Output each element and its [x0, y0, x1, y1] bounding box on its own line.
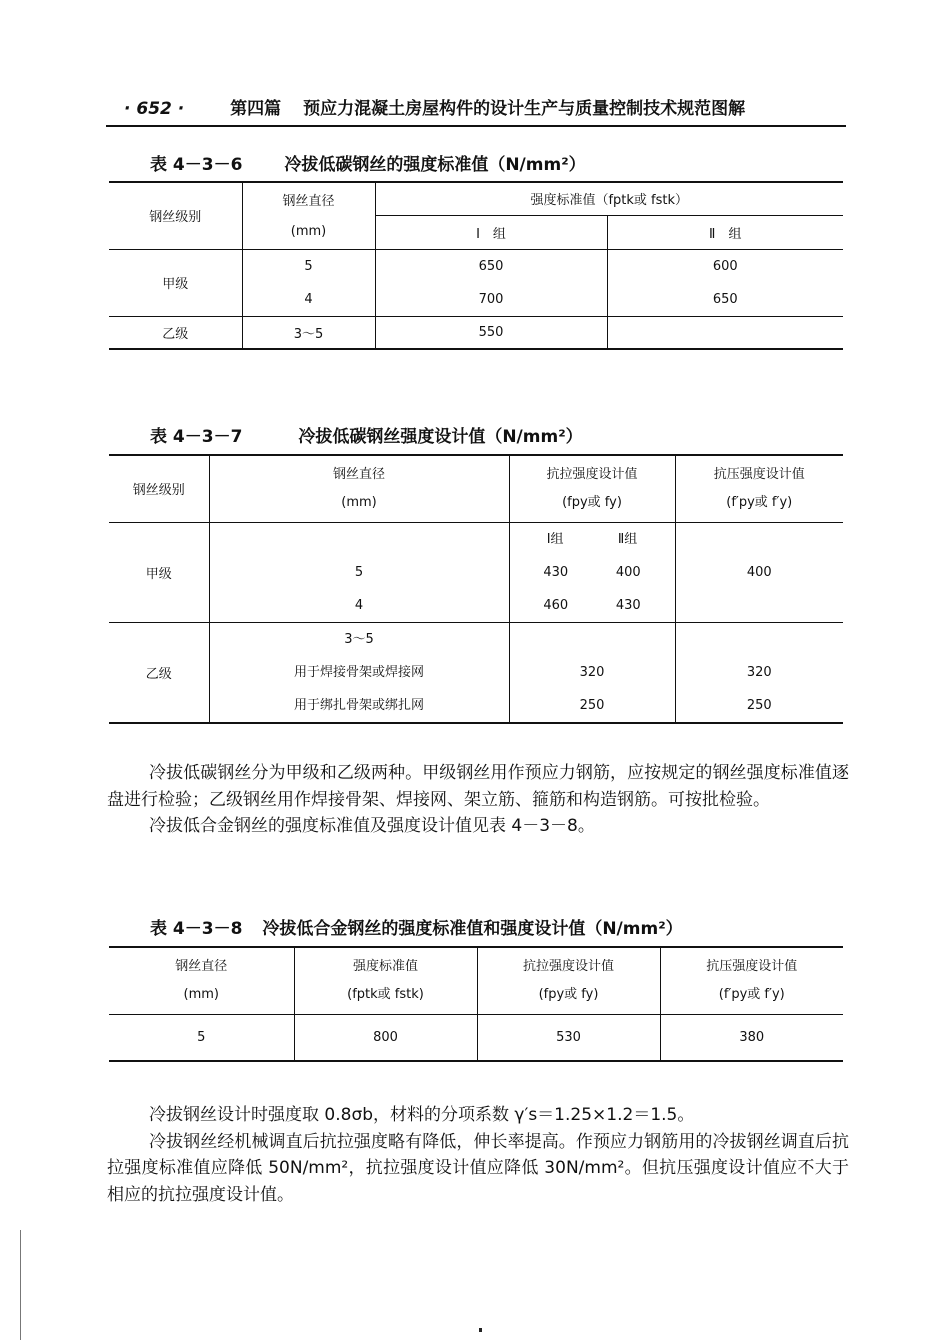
table1-number: 表 4－3－6	[150, 155, 243, 175]
t3-col-standard-cell	[294, 947, 477, 1014]
t3-col-standard-sym: (fptk或 fstk)	[347, 986, 424, 1002]
t2-tensile-b	[509, 622, 675, 723]
t3-col-tensile-cell	[477, 947, 660, 1014]
t1-g2b: 650	[712, 291, 738, 307]
t1-col-diameter: 钢丝直径	[242, 182, 375, 215]
table-4-3-7	[109, 454, 843, 724]
t3-col-compress-cell	[660, 947, 843, 1014]
t3-d: 5	[109, 1014, 294, 1061]
t1-group2: Ⅱ 组	[607, 215, 843, 249]
table1-caption	[150, 150, 586, 175]
table-4-3-8	[109, 946, 843, 1062]
t1-d1: 5	[304, 258, 313, 274]
t2-col-diameter-unit: (mm)	[341, 494, 377, 510]
t3-col-compress-sym: (f′py或 f′y)	[718, 986, 785, 1002]
t2-grade-b: 乙级	[109, 622, 209, 723]
t1-g2-b	[607, 316, 843, 349]
t3-col-tensile-sym: (fpy或 fy)	[538, 986, 599, 1002]
t1-g1-b: 550	[375, 316, 607, 349]
t2-t2: 250	[579, 697, 605, 713]
t1-diameter-cell	[242, 249, 375, 316]
paragraph-2-b: 冷拔钢丝经机械调直后抗拉强度略有降低，伸长率提高。作预应力钢筋用的冷拔钢丝调直后抗拉强度标准值应降低 50N/mm²，抗拉强度设计值应降低 30N/mm²。但抗压强度设计值应不大于相应的抗拉强度设计值。	[107, 1131, 849, 1205]
t3-col-diameter-cell	[109, 947, 294, 1014]
t2-c2: 250	[746, 697, 772, 713]
t2-d1: 5	[354, 564, 364, 580]
t3-tensile: 530	[477, 1014, 660, 1061]
t2-col-tensile-cell	[509, 455, 675, 522]
table2-title: 冷拔低碳钢丝强度设计值（N/mm²）	[298, 427, 583, 447]
t1-d-b: 3～5	[242, 316, 375, 349]
t1-g1a: 650	[478, 258, 504, 274]
paragraph-2	[107, 1102, 849, 1208]
t1-col-diameter-unit: (mm)	[242, 215, 375, 249]
t2-diameter-b	[209, 622, 509, 723]
t2-use1: 用于焊接骨架或焊接网	[293, 664, 424, 680]
paragraph-1-a: 冷拔低碳钢丝分为甲级和乙级两种。甲级钢丝用作预应力钢筋，应按规定的钢丝强度标准值逐盘进行检验；乙级钢丝用作焊接骨架、焊接网、架立筋、箍筋和构造钢筋。可按批检验。	[107, 763, 849, 810]
t1-group1: Ⅰ 组	[375, 215, 607, 249]
t2-col-diameter-cell	[209, 455, 509, 522]
scan-margin-line	[20, 1230, 21, 1340]
t2-t1: 320	[579, 664, 605, 680]
paragraph-1-b: 冷拔低合金钢丝的强度标准值及强度设计值见表 4－3－8。	[149, 816, 595, 836]
t2-col-diameter: 钢丝直径	[332, 466, 385, 482]
table2-number: 表 4－3－7	[150, 427, 243, 447]
t1-g2a: 600	[712, 258, 738, 274]
table-4-3-6	[109, 181, 843, 350]
paragraph-2-a: 冷拔钢丝设计时强度取 0.8σb，材料的分项系数 γ′s＝1.25×1.2＝1.5。	[149, 1105, 695, 1125]
t2-col-compress-sym: (f′py或 f′y)	[726, 494, 793, 510]
part-label: 第四篇	[230, 99, 282, 119]
table1-title: 冷拔低碳钢丝的强度标准值（N/mm²）	[284, 155, 586, 175]
t2-grade-a: 甲级	[109, 522, 209, 622]
t2-col-compress-cell	[675, 455, 843, 522]
book-title: 预应力混凝土房屋构件的设计生产与质量控制技术规范图解	[303, 99, 746, 119]
t3-col-tensile: 抗拉强度设计值	[522, 958, 614, 974]
t2-use2: 用于绑扎骨架或绑扎网	[293, 697, 424, 713]
paragraph-1	[107, 760, 849, 840]
table3-number: 表 4－3－8	[150, 919, 243, 939]
t2-c1: 320	[746, 664, 772, 680]
t2-t2a: 400	[615, 564, 641, 580]
t2-col-grade: 钢丝级别	[109, 455, 209, 522]
page-header	[106, 94, 846, 127]
table2-caption	[150, 422, 583, 447]
table3-title: 冷拔低合金钢丝的强度标准值和强度设计值（N/mm²）	[262, 919, 683, 939]
t2-compress-b	[675, 622, 843, 723]
t1-grade-a: 甲级	[109, 249, 242, 316]
t3-compress: 380	[660, 1014, 843, 1061]
t1-group1-cell	[375, 249, 607, 316]
t2-d-b: 3～5	[344, 631, 374, 647]
t2-col-tensile: 抗拉强度设计值	[546, 466, 638, 482]
t3-col-diameter: 钢丝直径	[175, 958, 228, 974]
table3-caption	[150, 914, 683, 939]
t3-standard: 800	[294, 1014, 477, 1061]
t2-col-tensile-sym: (fpy或 fy)	[562, 494, 622, 510]
t2-t1b: 460	[543, 597, 569, 613]
scan-dot	[479, 1328, 482, 1332]
t1-col-grade: 钢丝级别	[109, 182, 242, 249]
t2-t2b: 430	[615, 597, 641, 613]
t2-group1: Ⅰ组	[546, 531, 564, 547]
page-number: · 652 ·	[124, 99, 185, 119]
t3-col-standard: 强度标准值	[352, 958, 418, 974]
t2-tensile-a	[509, 522, 675, 622]
t2-t1a: 430	[543, 564, 569, 580]
t3-col-compress: 抗压强度设计值	[706, 958, 798, 974]
t1-group2-cell	[607, 249, 843, 316]
t2-group2: Ⅱ组	[617, 531, 638, 547]
t2-compress-a: 400	[675, 522, 843, 622]
t2-col-compress: 抗压强度设计值	[713, 466, 805, 482]
t3-col-diameter-unit: (mm)	[183, 986, 219, 1002]
t2-d2: 4	[354, 597, 364, 613]
t1-col-strength: 强度标准值（fptk或 fstk）	[375, 182, 843, 215]
t1-g1b: 700	[478, 291, 504, 307]
t1-grade-b: 乙级	[109, 316, 242, 349]
t2-diameter-a	[209, 522, 509, 622]
t1-d2: 4	[304, 291, 313, 307]
